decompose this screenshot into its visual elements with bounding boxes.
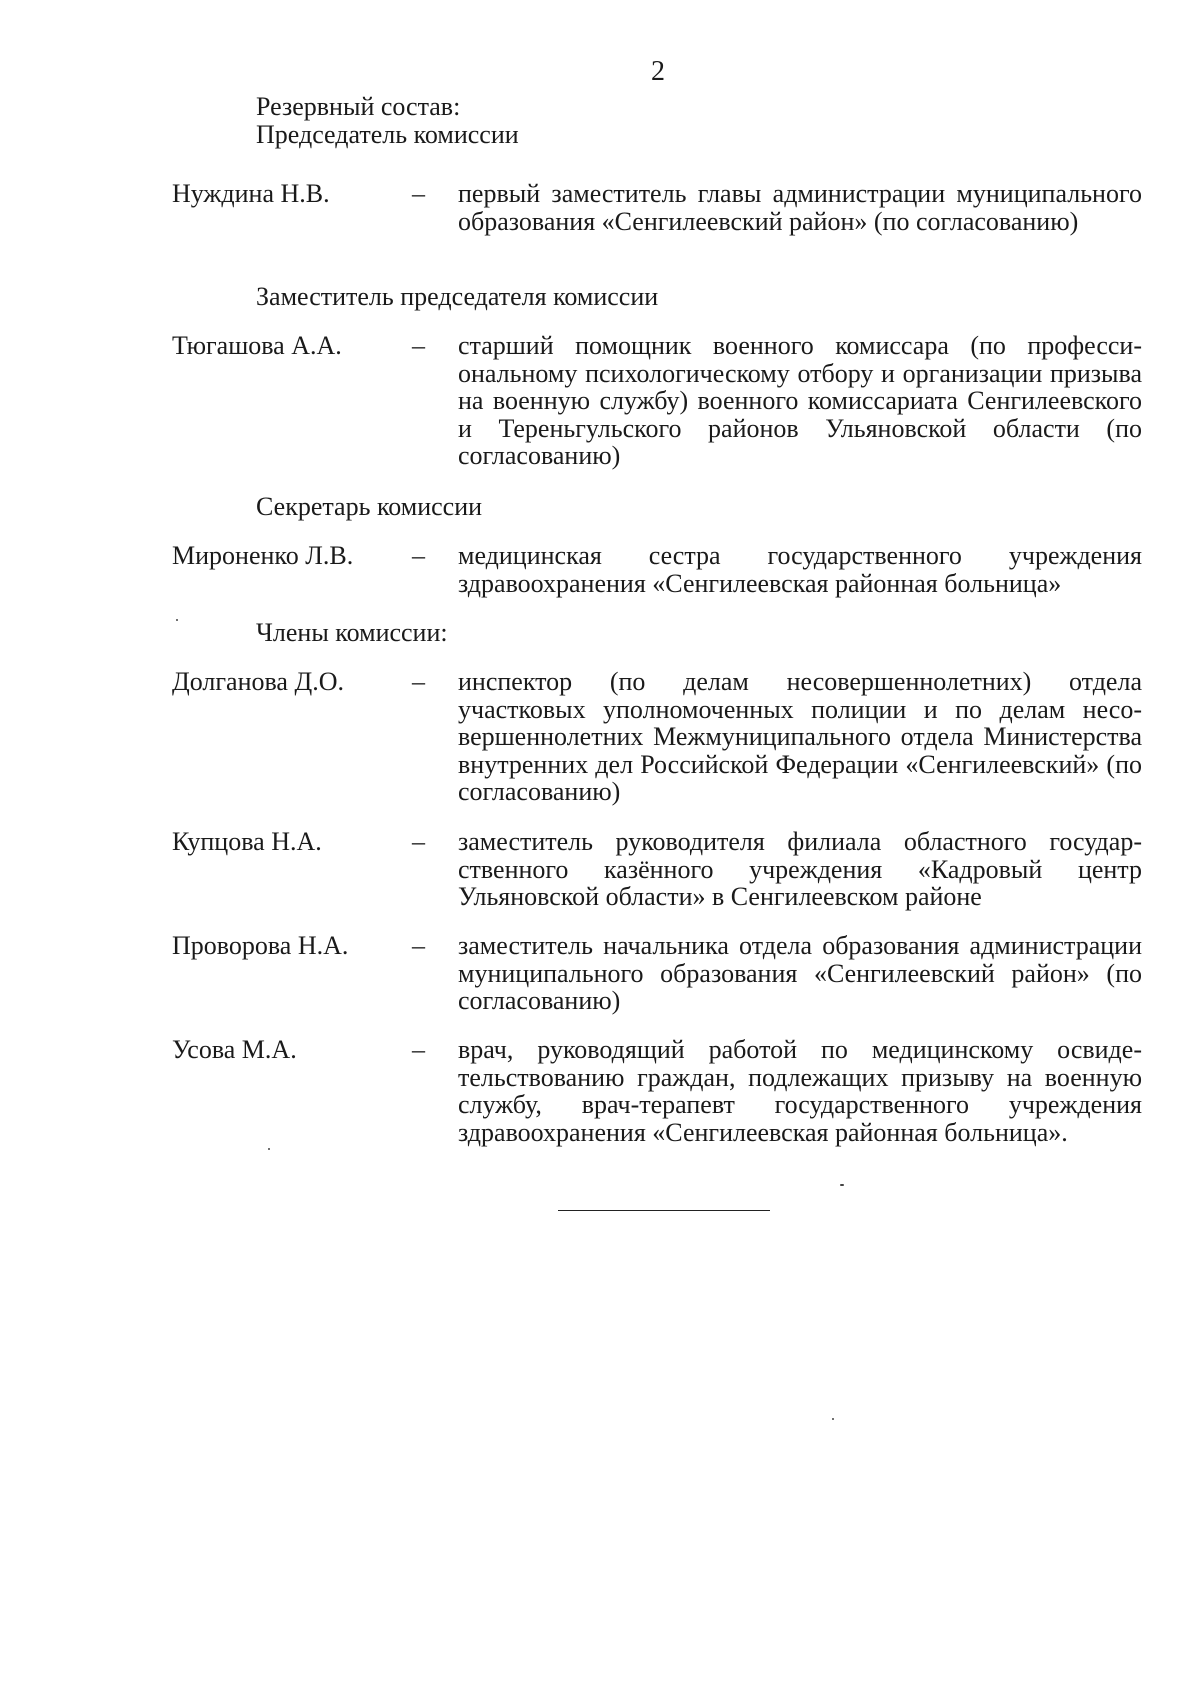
scan-speck [832, 1418, 834, 1420]
reserve-title: Резервный состав: [256, 92, 461, 121]
secretary-title: Секретарь комиссии [256, 492, 483, 521]
member-description: инспектор (по делам несовершеннолетних) отдела участковых уполномоченных полиции и по делам несовершеннолетних Межмуниципального отдела Министерства внутренних дел Российской Федерации «Сенгилеевский» (по согласованию) [458, 667, 1142, 806]
dash-separator: – [412, 331, 425, 360]
member-description: медицинская сестра государственного учреждения здравоохранения «Сенгилеевская районная больница» [458, 541, 1142, 598]
chairman-title: Председатель комиссии [256, 120, 519, 149]
member-name: Усова М.А. [172, 1035, 297, 1064]
dash-separator: – [412, 667, 425, 696]
scan-speck [176, 619, 178, 621]
dash-separator: – [412, 931, 425, 960]
member-name: Купцова Н.А. [172, 827, 322, 856]
member-description: врач, руководящий работой по медицинскому освидетельствованию граждан, подлежащих призыву на военную службу, врач-терапевт государственного учреждения здравоохранения «Сенгилеевская районная больница». [458, 1035, 1142, 1147]
members-title: Члены комиссии: [256, 618, 448, 647]
member-description: первый заместитель главы администрации муниципального образования «Сенгилеевский район» (по согласованию) [458, 179, 1142, 236]
deputy-title: Заместитель председателя комиссии [256, 282, 659, 311]
member-name: Мироненко Л.В. [172, 541, 354, 570]
member-name: Нуждина Н.В. [172, 179, 330, 208]
dash-separator: – [412, 179, 425, 208]
member-description: старший помощник военного комиссара (по профессиональному психологическому отбору и организации призыва на военную службу) военного комиссариата Сенгилеевского и Тереньгульского районов Ульяновской области (по согласованию) [458, 331, 1142, 470]
dash-separator: – [412, 827, 425, 856]
page-number: 2 [651, 56, 665, 87]
entry-member-2 [172, 828, 1142, 948]
member-name: Проворова Н.А. [172, 931, 349, 960]
scan-speck [268, 1148, 270, 1150]
scan-speck [840, 1184, 844, 1186]
member-name: Долганова Д.О. [172, 667, 344, 696]
dash-separator: – [412, 1035, 425, 1064]
dash-separator: – [412, 541, 425, 570]
entry-member-1 [172, 667, 1142, 806]
entry-member-4 [172, 1036, 1142, 1156]
member-description: заместитель руководителя филиала областного государственного казённого учреждения «Кадровый центр Ульяновской области» в Сенгилеевском районе [458, 827, 1142, 911]
member-description: заместитель начальника отдела образования администрации муниципального образования «Сенгилеевский район» (по согласованию) [458, 931, 1142, 1015]
entry-member-3 [172, 932, 1142, 1052]
closing-rule [558, 1210, 770, 1211]
member-name: Тюгашова А.А. [172, 331, 342, 360]
entry-deputy [172, 331, 1142, 470]
